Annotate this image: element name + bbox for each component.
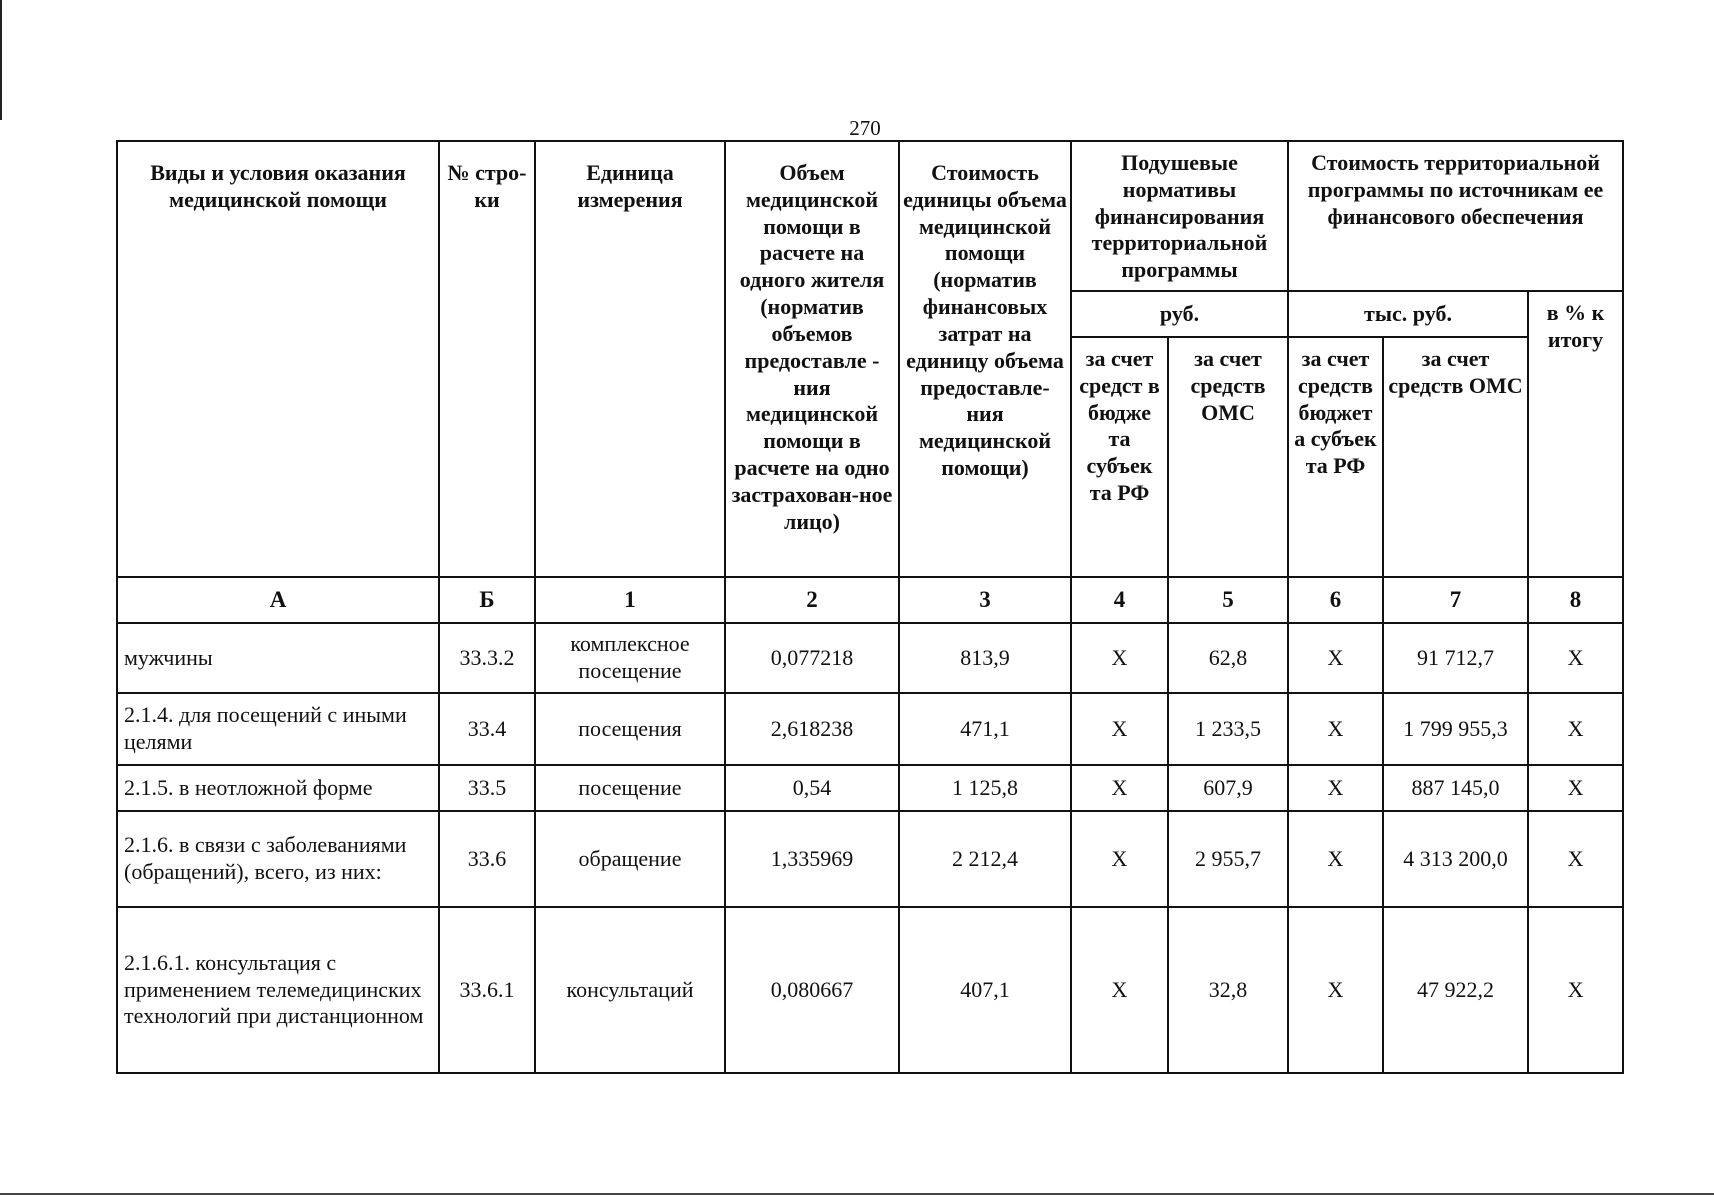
row-oms-rub: 607,9 (1168, 765, 1288, 811)
column-number: 6 (1288, 577, 1383, 623)
column-number: 2 (725, 577, 899, 623)
header-program-cost: Стоимость территориальной программы по источникам ее финансового обеспечения (1288, 141, 1623, 291)
row-budget-rub: Х (1071, 623, 1168, 693)
header-oms-thousand: за счет средств ОМС (1383, 337, 1528, 577)
header-types-of-care: Виды и условия оказания медицинской помощи (117, 141, 439, 577)
row-name: 2.1.6.1. консультация с применением телемедицинских технологий при дистанционном (117, 907, 439, 1073)
row-name: 2.1.6. в связи с заболеваниями (обращений), всего, из них: (117, 811, 439, 907)
table-row (117, 907, 1623, 1073)
column-numbers-row (117, 577, 1623, 623)
row-budget-thousand: Х (1288, 765, 1383, 811)
table-row (117, 693, 1623, 765)
header-budget-rub: за счет средст в бюдже та субъек та РФ (1071, 337, 1168, 577)
row-unit: посещения (535, 693, 725, 765)
row-unit: посещение (535, 765, 725, 811)
row-unit-cost: 471,1 (899, 693, 1071, 765)
row-line-number: 33.5 (439, 765, 535, 811)
row-volume: 2,618238 (725, 693, 899, 765)
scan-edge (0, 0, 2, 120)
row-unit-cost: 407,1 (899, 907, 1071, 1073)
row-budget-thousand: Х (1288, 811, 1383, 907)
table-row (117, 811, 1623, 907)
header-budget-thousand: за счет средств бюджет а субъек та РФ (1288, 337, 1383, 577)
scan-edge (0, 1193, 1714, 1195)
row-volume: 0,077218 (725, 623, 899, 693)
row-percent: Х (1528, 693, 1623, 765)
row-name: 2.1.5. в неотложной форме (117, 765, 439, 811)
row-budget-rub: Х (1071, 693, 1168, 765)
row-name: 2.1.4. для посещений с иными целями (117, 693, 439, 765)
row-oms-thousand: 91 712,7 (1383, 623, 1528, 693)
row-oms-thousand: 1 799 955,3 (1383, 693, 1528, 765)
row-oms-thousand: 4 313 200,0 (1383, 811, 1528, 907)
row-volume: 0,080667 (725, 907, 899, 1073)
row-budget-rub: Х (1071, 811, 1168, 907)
row-percent: Х (1528, 765, 1623, 811)
row-budget-rub: Х (1071, 907, 1168, 1073)
row-budget-thousand: Х (1288, 907, 1383, 1073)
row-percent: Х (1528, 907, 1623, 1073)
row-oms-rub: 1 233,5 (1168, 693, 1288, 765)
row-oms-rub: 2 955,7 (1168, 811, 1288, 907)
row-name: мужчины (117, 623, 439, 693)
row-oms-thousand: 887 145,0 (1383, 765, 1528, 811)
row-oms-rub: 32,8 (1168, 907, 1288, 1073)
column-number: 5 (1168, 577, 1288, 623)
row-unit: обращение (535, 811, 725, 907)
header-oms-rub: за счет средств ОМС (1168, 337, 1288, 577)
header-line-number: № стро-ки (439, 141, 535, 577)
row-line-number: 33.6.1 (439, 907, 535, 1073)
row-line-number: 33.6 (439, 811, 535, 907)
row-budget-thousand: Х (1288, 623, 1383, 693)
row-unit: консультаций (535, 907, 725, 1073)
header-unit: Единица измерения (535, 141, 725, 577)
row-oms-thousand: 47 922,2 (1383, 907, 1528, 1073)
column-number: А (117, 577, 439, 623)
row-volume: 1,335969 (725, 811, 899, 907)
column-number: 7 (1383, 577, 1528, 623)
column-number: 8 (1528, 577, 1623, 623)
row-percent: Х (1528, 623, 1623, 693)
header-unit-rub: руб. (1071, 291, 1288, 337)
row-line-number: 33.3.2 (439, 623, 535, 693)
column-number: 3 (899, 577, 1071, 623)
row-line-number: 33.4 (439, 693, 535, 765)
row-budget-rub: Х (1071, 765, 1168, 811)
row-unit-cost: 2 212,4 (899, 811, 1071, 907)
row-unit: комплексное посещение (535, 623, 725, 693)
column-number: 1 (535, 577, 725, 623)
table-row (117, 765, 1623, 811)
header-volume: Объем медицинской помощи в расчете на одного жителя (норматив объемов предоставле - ния медицинской помощи в расчете на одно застрахован-ное лицо) (725, 141, 899, 577)
row-volume: 0,54 (725, 765, 899, 811)
financing-table (116, 140, 1624, 1074)
row-unit-cost: 1 125,8 (899, 765, 1071, 811)
row-budget-thousand: Х (1288, 693, 1383, 765)
header-unit-cost: Стоимость единицы объема медицинской помощи (норматив финансовых затрат на единицу объема предоставле-ния медицинской помощи) (899, 141, 1071, 577)
row-percent: Х (1528, 811, 1623, 907)
table-row (117, 623, 1623, 693)
header-percent-of-total: в % к итогу (1528, 291, 1623, 577)
column-number: Б (439, 577, 535, 623)
header-unit-thousand-rub: тыс. руб. (1288, 291, 1528, 337)
row-oms-rub: 62,8 (1168, 623, 1288, 693)
row-unit-cost: 813,9 (899, 623, 1071, 693)
column-number: 4 (1071, 577, 1168, 623)
page-number: 270 (849, 116, 881, 140)
header-per-capita-norms: Подушевые нормативы финансирования территориальной программы (1071, 141, 1288, 291)
